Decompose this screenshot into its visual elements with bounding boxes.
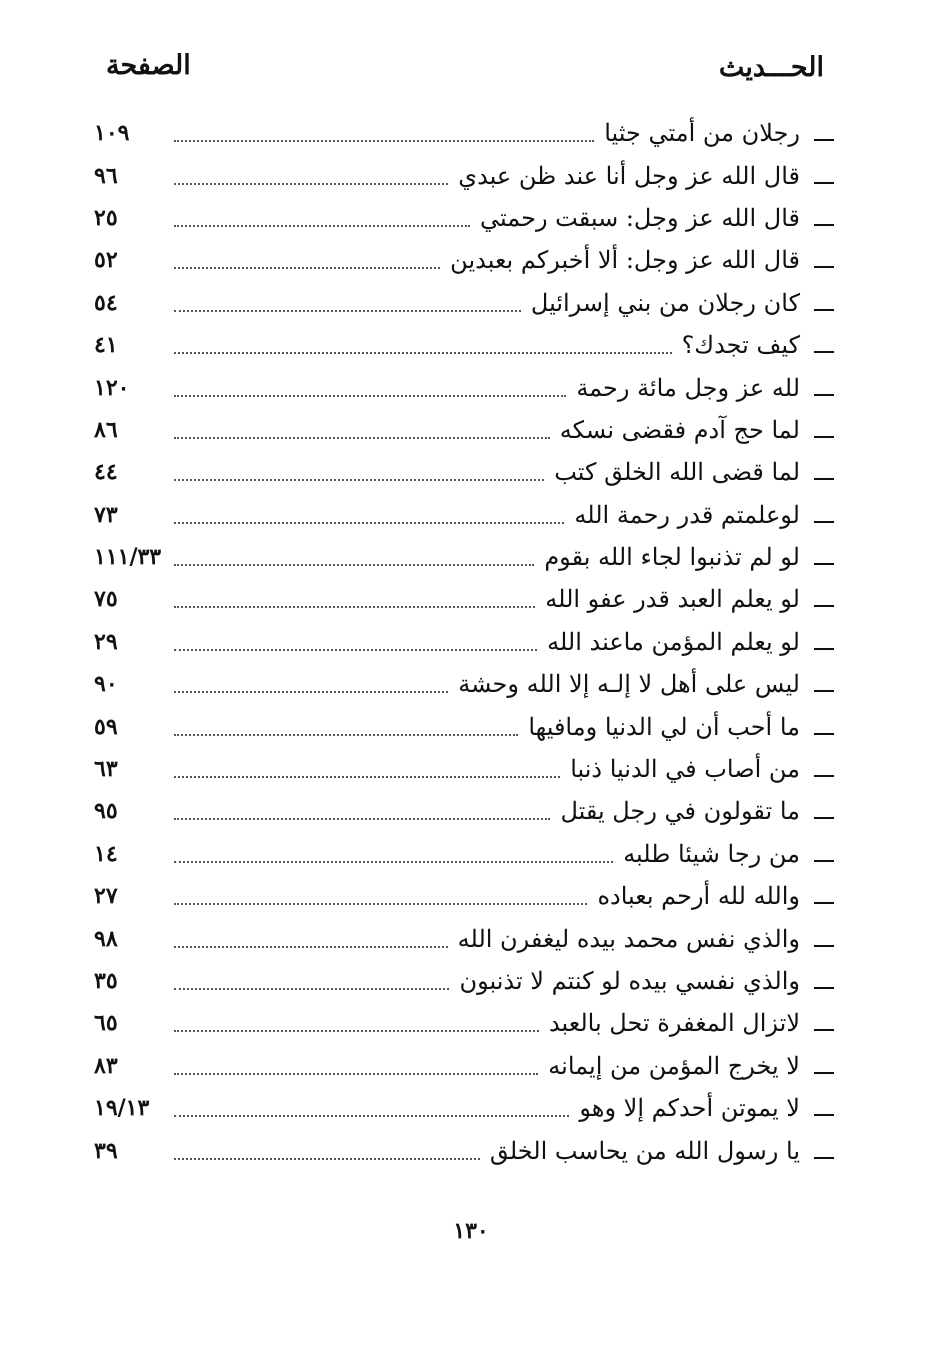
entry-dash — [814, 605, 834, 607]
hadith-index-list — [94, 112, 834, 1172]
entry-hadith-text: رجلان من أمتي جثيا — [604, 119, 800, 148]
entry-dash — [814, 182, 834, 184]
entry-hadith-text: قال الله عز وجل: سبقت رحمتي — [479, 203, 800, 232]
index-entry — [94, 197, 834, 239]
entry-hadith-text: ما تقولون في رجل يقتل — [560, 797, 800, 826]
dot-leader — [174, 1158, 480, 1160]
entry-hadith-text: قال الله عز وجل: ألا أخبركم بعبدين — [450, 246, 800, 275]
index-entry — [94, 1087, 834, 1129]
entry-hadith-text: لا يخرج المؤمن من إيمانه — [548, 1051, 800, 1080]
index-entry — [94, 282, 834, 324]
entry-hadith-text: كيف تجدك؟ — [681, 331, 800, 360]
entry-dash — [814, 733, 834, 735]
entry-dash — [814, 478, 834, 480]
index-entry — [94, 112, 834, 154]
entry-dash — [814, 690, 834, 692]
entry-dash — [814, 521, 834, 523]
index-entry — [94, 409, 834, 451]
entry-dash — [814, 1072, 834, 1074]
entry-dash — [814, 139, 834, 141]
index-entry — [94, 324, 834, 366]
entry-page-number: ١١١/٣٣ — [94, 544, 162, 571]
entry-dash — [814, 436, 834, 438]
entry-page-number: ١٢٠ — [94, 374, 130, 401]
dot-leader — [174, 225, 470, 227]
entry-dash — [814, 309, 834, 311]
entry-page-number: ١٩/١٣ — [94, 1095, 150, 1122]
entry-page-number: ٩٥ — [94, 798, 118, 825]
entry-page-number: ٧٣ — [94, 501, 118, 528]
index-entry — [94, 366, 834, 408]
entry-hadith-text: لا يموتن أحدكم إلا وهو — [579, 1094, 800, 1123]
entry-page-number: ٨٦ — [94, 416, 118, 443]
index-entry — [94, 1045, 834, 1087]
entry-page-number: ١٤ — [94, 840, 118, 867]
entry-hadith-text: والله لله أرحم بعباده — [597, 882, 800, 911]
entry-dash — [814, 224, 834, 226]
entry-page-number: ٥٩ — [94, 713, 118, 740]
dot-leader — [174, 776, 560, 778]
entry-page-number: ٧٥ — [94, 586, 118, 613]
entry-hadith-text: ما أحب أن لي الدنيا ومافيها — [528, 712, 800, 741]
entry-dash — [814, 1114, 834, 1116]
index-entry — [94, 494, 834, 536]
dot-leader — [174, 649, 537, 651]
dot-leader — [174, 564, 534, 566]
dot-leader — [174, 606, 535, 608]
entry-hadith-text: قال الله عز وجل أنا عند ظن عبدي — [458, 161, 800, 190]
dot-leader — [174, 267, 440, 269]
entry-page-number: ٢٩ — [94, 628, 118, 655]
dot-leader — [174, 522, 564, 524]
index-entry — [94, 833, 834, 875]
column-header-hadith: الحـــديث — [718, 52, 824, 83]
index-entry — [94, 451, 834, 493]
index-entry — [94, 875, 834, 917]
entry-hadith-text: لله عز وجل مائة رحمة — [576, 373, 800, 402]
dot-leader — [174, 691, 448, 693]
entry-hadith-text: والذي نفسي بيده لو كنتم لا تذنبون — [459, 967, 800, 995]
entry-hadith-text: من أصاب في الدنيا ذنبا — [570, 755, 800, 784]
entry-page-number: ٩٨ — [94, 925, 118, 952]
entry-hadith-text: لو لم تذنبوا لجاء الله بقوم — [544, 543, 800, 572]
index-entry — [94, 154, 834, 196]
entry-hadith-text: لما قضى الله الخلق كتب — [554, 458, 800, 487]
index-entry — [94, 578, 834, 620]
index-entry — [94, 1002, 834, 1044]
column-header-page: الصفحة — [106, 50, 191, 81]
entry-dash — [814, 266, 834, 268]
entry-page-number: ١٠٩ — [94, 120, 130, 147]
index-entry — [94, 663, 834, 705]
index-entry — [94, 536, 834, 578]
entry-hadith-text: ليس على أهل لا إلـه إلا الله وحشة — [458, 670, 800, 699]
entry-hadith-text: لوعلمتم قدر رحمة الله — [574, 500, 800, 529]
entry-dash — [814, 987, 834, 989]
index-entry — [94, 705, 834, 747]
dot-leader — [174, 352, 672, 354]
dot-leader — [174, 988, 449, 990]
entry-dash — [814, 648, 834, 650]
dot-leader — [174, 183, 448, 185]
entry-hadith-text: لما حج آدم فقضى نسكه — [559, 415, 800, 444]
dot-leader — [174, 818, 550, 820]
dot-leader — [174, 1115, 569, 1117]
entry-page-number: ٩٦ — [94, 162, 118, 189]
entry-page-number: ٢٥ — [94, 204, 118, 231]
entry-hadith-text: لو يعلم المؤمن ماعند الله — [547, 627, 800, 656]
dot-leader — [174, 395, 566, 397]
entry-dash — [814, 902, 834, 904]
entry-hadith-text: كان رجلان من بني إسرائيل — [530, 288, 800, 317]
index-entry — [94, 748, 834, 790]
entry-dash — [814, 1029, 834, 1031]
entry-dash — [814, 563, 834, 565]
entry-hadith-text: يا رسول الله من يحاسب الخلق — [489, 1136, 800, 1165]
dot-leader — [174, 140, 594, 142]
dot-leader — [174, 310, 521, 312]
entry-page-number: ٨٣ — [94, 1052, 118, 1079]
dot-leader — [174, 479, 544, 481]
entry-hadith-text: لو يعلم العبد قدر عفو الله — [545, 585, 800, 614]
page-number: ١٣٠ — [453, 1218, 489, 1244]
entry-page-number: ٥٢ — [94, 247, 118, 274]
entry-hadith-text: من رجا شيئا طلبه — [623, 839, 800, 868]
entry-hadith-text: والذي نفس محمد بيده ليغفرن الله — [457, 924, 800, 953]
dot-leader — [174, 861, 613, 863]
entry-hadith-text: لاتزال المغفرة تحل بالعبد — [548, 1009, 800, 1038]
entry-dash — [814, 351, 834, 353]
index-entry — [94, 1129, 834, 1171]
entry-page-number: ٦٣ — [94, 756, 118, 783]
dot-leader — [174, 734, 518, 736]
index-entry — [94, 960, 834, 1002]
index-entry — [94, 790, 834, 832]
entry-dash — [814, 817, 834, 819]
entry-page-number: ٢٧ — [94, 883, 118, 910]
entry-dash — [814, 394, 834, 396]
entry-page-number: ٤٤ — [94, 459, 118, 486]
entry-page-number: ٩٠ — [94, 671, 118, 698]
dot-leader — [174, 437, 550, 439]
index-entry — [94, 917, 834, 959]
entry-dash — [814, 1157, 834, 1159]
entry-page-number: ٦٥ — [94, 1010, 118, 1037]
entry-page-number: ٥٤ — [94, 289, 118, 316]
entry-page-number: ٣٥ — [94, 968, 118, 994]
index-entry — [94, 239, 834, 281]
entry-dash — [814, 860, 834, 862]
entry-dash — [814, 775, 834, 777]
dot-leader — [174, 946, 448, 948]
entry-page-number: ٣٩ — [94, 1137, 118, 1164]
index-entry — [94, 621, 834, 663]
dot-leader — [174, 903, 587, 905]
entry-dash — [814, 945, 834, 947]
dot-leader — [174, 1030, 539, 1032]
dot-leader — [174, 1073, 538, 1075]
entry-page-number: ٤١ — [94, 332, 118, 359]
